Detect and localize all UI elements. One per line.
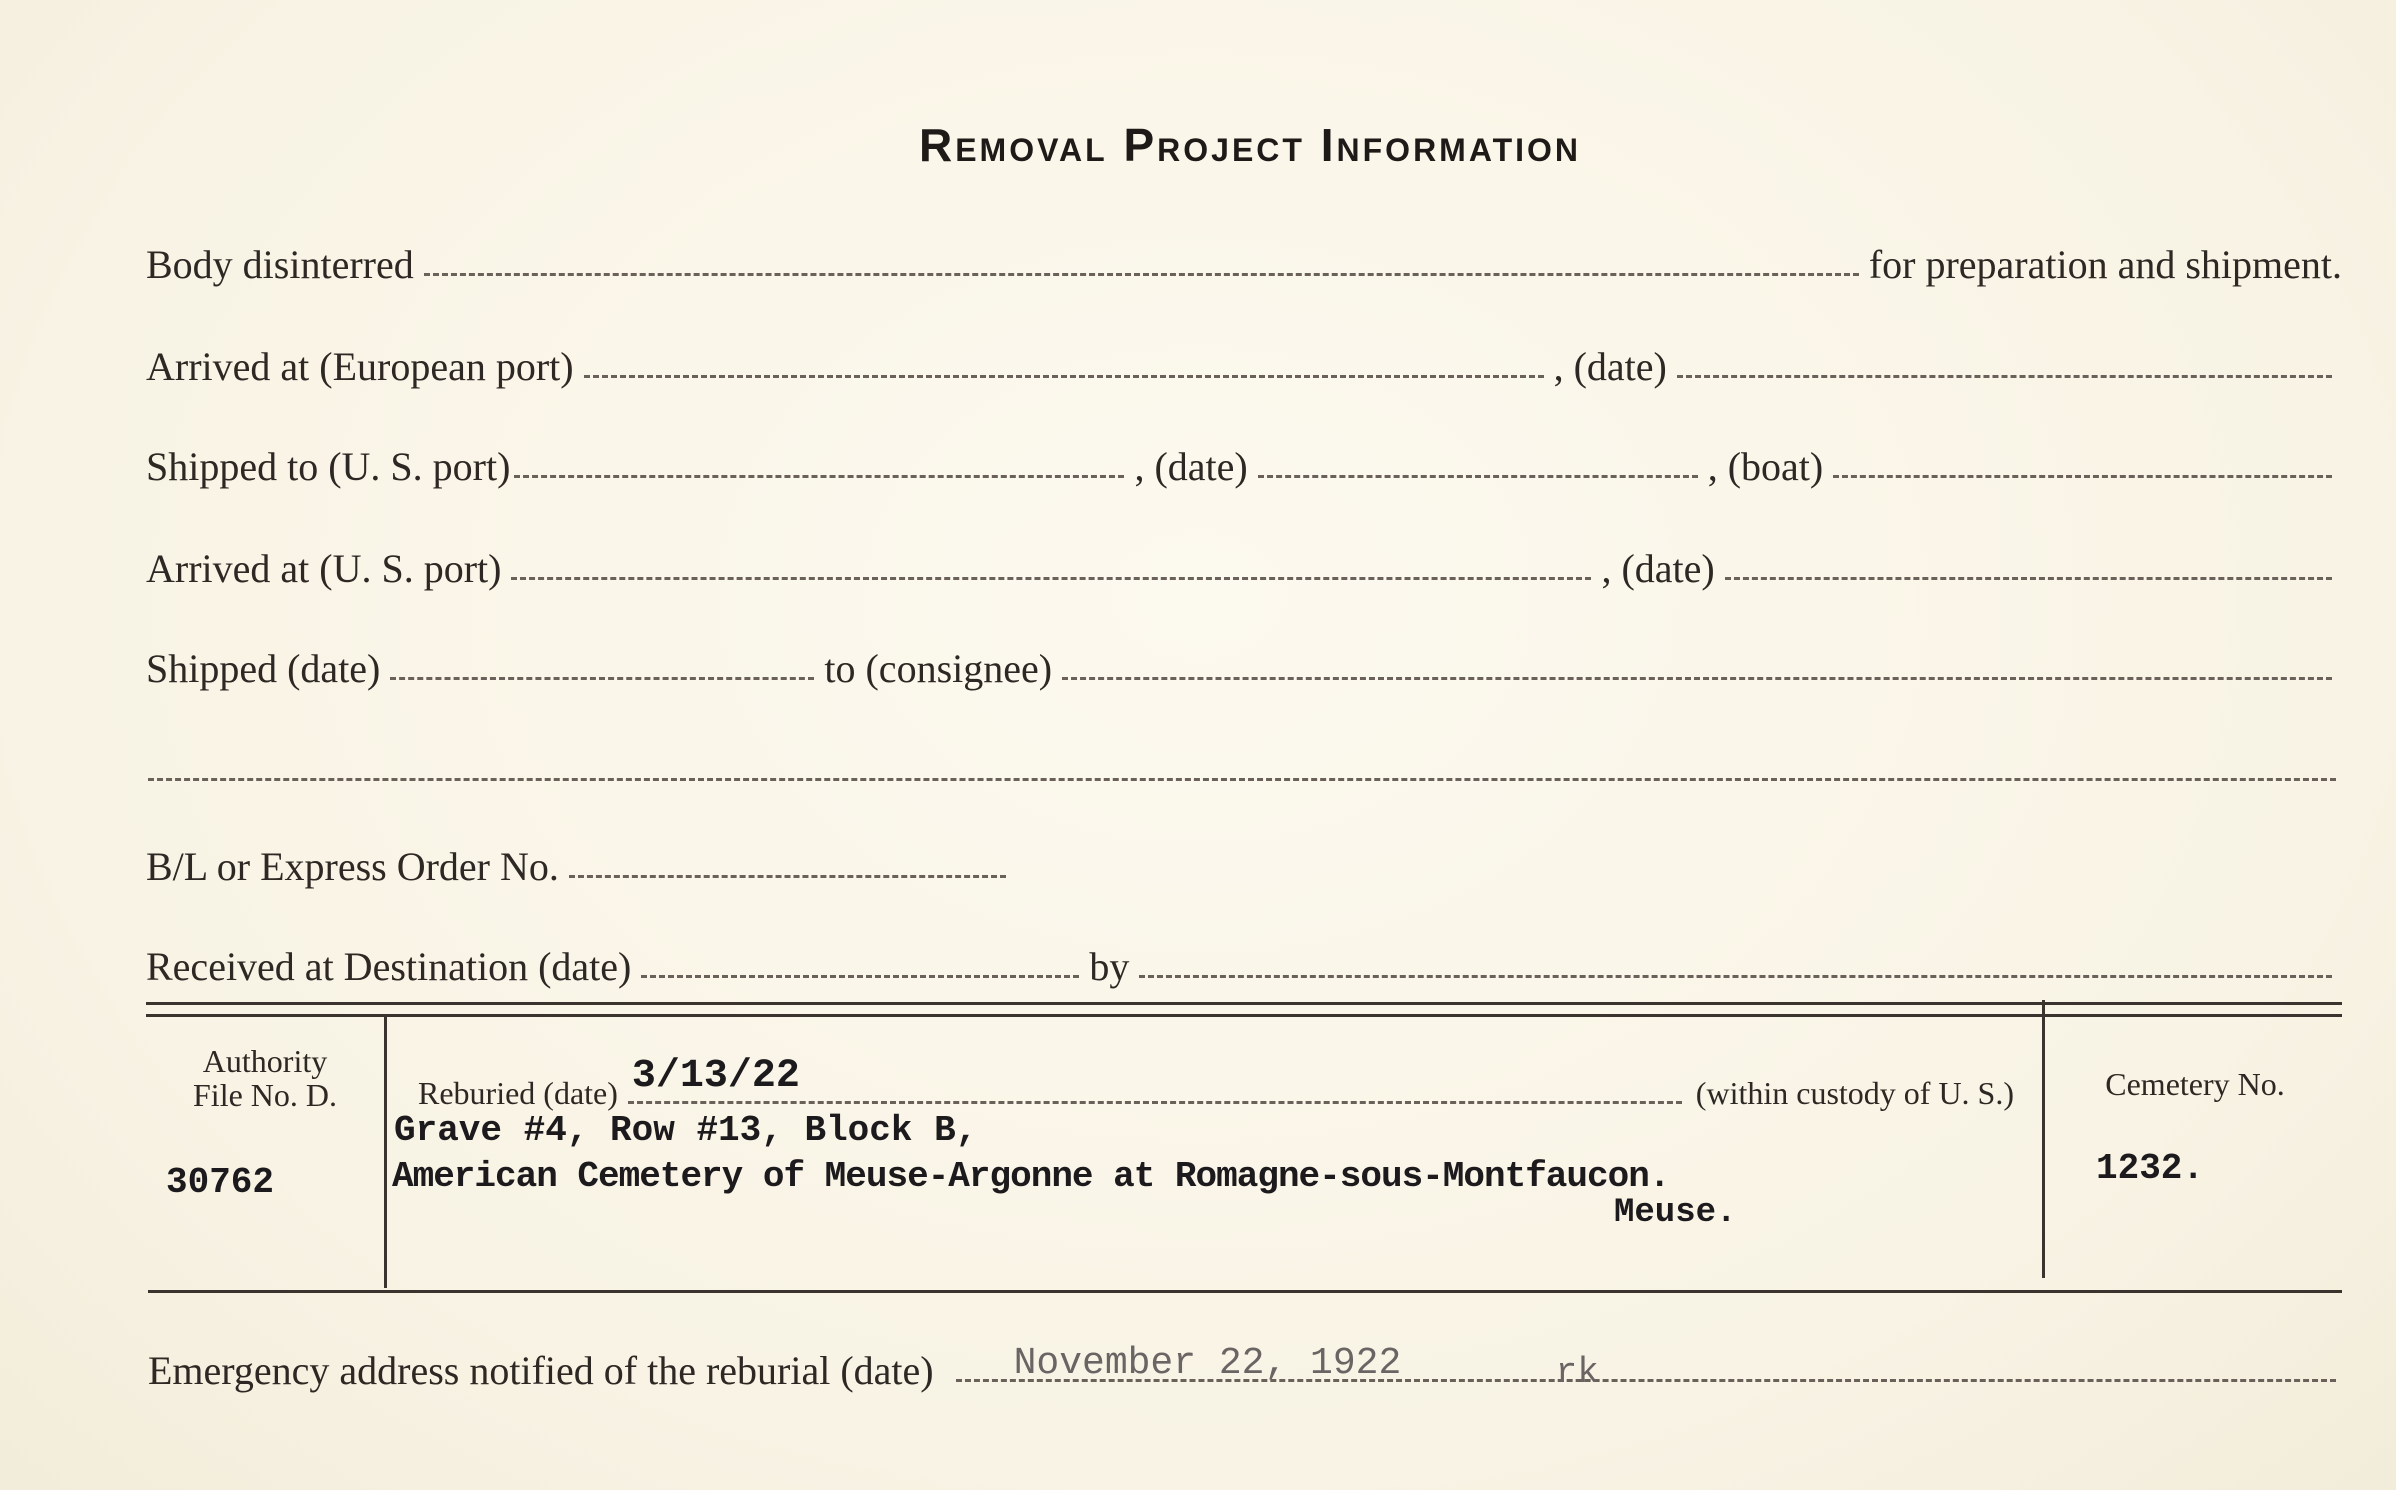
cemetery-no-value: 1232. <box>2096 1148 2205 1189</box>
authority-file-value: 30762 <box>166 1162 275 1203</box>
emergency-date-field[interactable] <box>956 1342 2336 1393</box>
received-by-field[interactable] <box>1139 975 2332 978</box>
authority-label: Authority File No. D. <box>193 1043 337 1113</box>
row-reburied <box>418 1056 2014 1112</box>
cemetery-name-line: American Cemetery of Meuse-Argonne at Romagne-sous-Montfaucon. <box>392 1156 1670 1197</box>
shipped-us-boat-label: , (boat) <box>1707 444 1824 489</box>
shipped-us-port-field[interactable] <box>514 475 1124 478</box>
emergency-initials: rk <box>1555 1352 1599 1393</box>
consignee-label: to (consignee) <box>824 646 1053 691</box>
arrived-us-label: Arrived at (U. S. port) <box>146 546 502 591</box>
shipped-date-field[interactable] <box>390 677 814 680</box>
arrived-european-port-field[interactable] <box>584 375 1544 378</box>
cemetery-no-label: Cemetery No. <box>2105 1066 2285 1102</box>
body-disinterred-label: Body disinterred <box>146 242 414 287</box>
table-top-rule <box>146 1002 2342 1017</box>
emergency-label: Emergency address notified of the reburial (date) <box>148 1348 934 1393</box>
received-date-field[interactable] <box>641 975 1079 978</box>
consignee-field[interactable] <box>1062 677 2332 680</box>
arrived-european-date-field[interactable] <box>1677 375 2332 378</box>
row-shipped-date <box>146 632 2342 692</box>
arrived-us-date-label: , (date) <box>1601 546 1715 591</box>
page-title: Removal Project Information <box>918 119 1582 171</box>
row-received <box>146 930 2342 990</box>
reburied-date-value: 3/13/22 <box>631 1054 800 1099</box>
bl-order-label: B/L or Express Order No. <box>146 844 559 889</box>
reburied-date-field[interactable] <box>628 1054 1682 1104</box>
row-body-disinterred <box>146 228 2342 288</box>
bl-order-field[interactable] <box>569 875 1006 878</box>
arrived-us-date-field[interactable] <box>1725 577 2332 580</box>
table-bottom-rule <box>148 1290 2342 1293</box>
custody-label: (within custody of U. S.) <box>1695 1075 2014 1111</box>
row-emergency <box>148 1334 2342 1394</box>
grave-location-line: Grave #4, Row #13, Block B, <box>394 1110 978 1151</box>
received-label: Received at Destination (date) <box>146 944 632 989</box>
arrived-us-port-field[interactable] <box>511 577 1591 580</box>
row-arrived-european <box>146 330 2342 390</box>
reburied-label: Reburied (date) <box>418 1075 618 1111</box>
row-bl-order <box>146 830 1016 890</box>
arrived-european-date-label: , (date) <box>1553 344 1667 389</box>
shipped-date-label: Shipped (date) <box>146 646 381 691</box>
arrived-european-label: Arrived at (European port) <box>146 344 574 389</box>
row-arrived-us <box>146 532 2342 592</box>
received-by-label: by <box>1089 944 1130 989</box>
table-divider-right <box>2042 1000 2045 1278</box>
emergency-date-value: November 22, 1922 <box>1013 1342 1402 1385</box>
consignee-continuation-line[interactable] <box>148 778 2336 781</box>
row-shipped-us <box>146 430 2342 490</box>
shipped-us-label: Shipped to (U. S. port) <box>146 444 511 489</box>
table-divider-left <box>384 1016 387 1288</box>
shipped-us-date-field[interactable] <box>1258 475 1698 478</box>
shipped-us-boat-field[interactable] <box>1833 475 2332 478</box>
shipped-us-date-label: , (date) <box>1134 444 1248 489</box>
region-line: Meuse. <box>1614 1194 1737 1232</box>
body-disinterred-suffix: for preparation and shipment. <box>1868 242 2342 287</box>
body-disinterred-field[interactable] <box>424 273 1859 276</box>
